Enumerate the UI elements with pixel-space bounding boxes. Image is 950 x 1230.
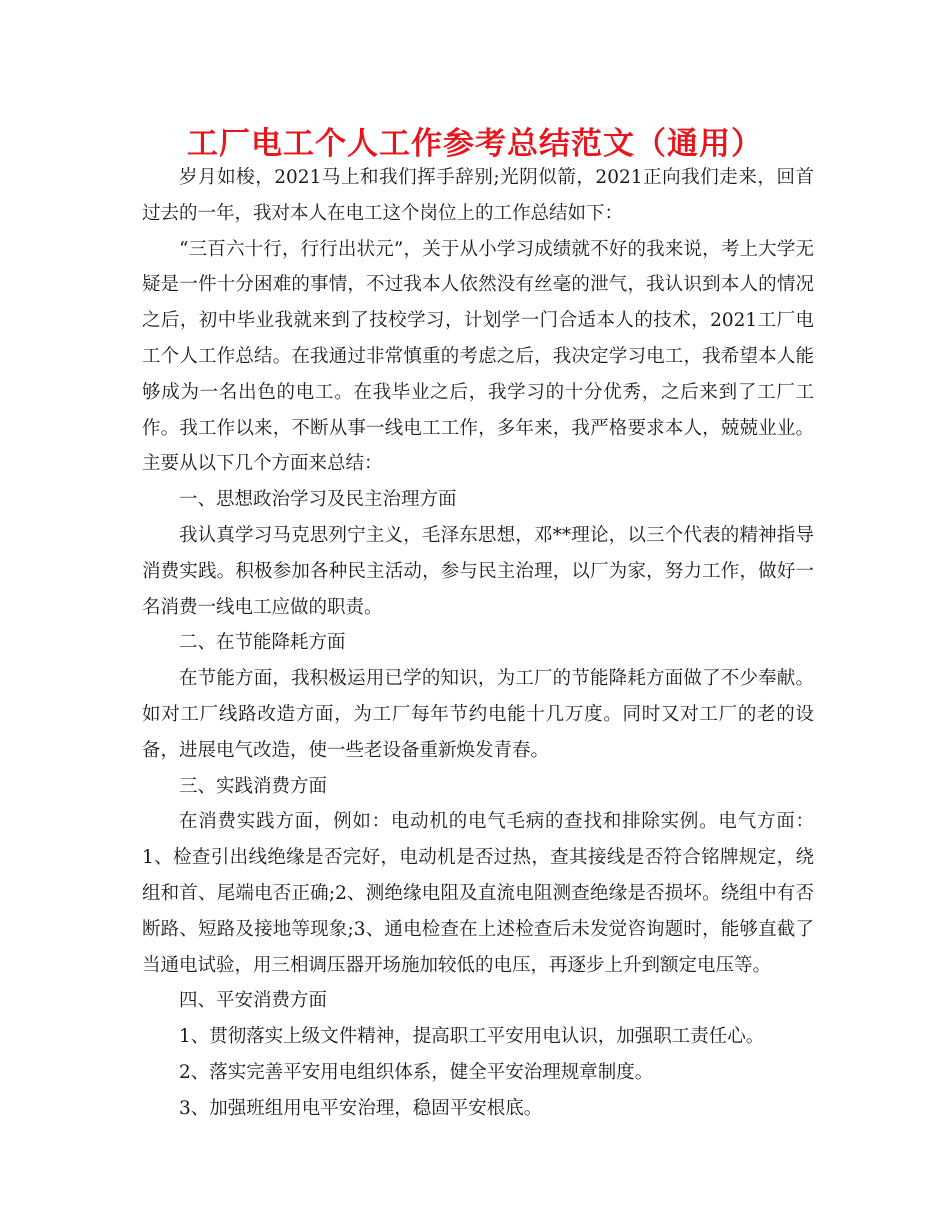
document-title: 工厂电工个人工作参考总结范文（通用） [187, 126, 763, 162]
document-body [142, 160, 814, 1127]
section-heading-political-study: 一、思想政治学习及民主治理方面 [179, 489, 457, 511]
paragraph-background: “三百六十行，行行出状元”，关于从小学习成绩就不好的我来说，考上大学无疑是一件十分困难的事情，不过我本人依然没有丝毫的泄气，我认识到本人的情况之后，初中毕业我就来到了技校学习，计划学一门合适本人的技术，2021工厂电工个人工作总结。在我通过非常慎重的考虑之后，我决定学习电工，我希望本人能够成为一名出色的电工。在我毕业之后，我学习的十分优秀，之后来到了工厂工作。我工作以来，不断从事一线电工工作，多年来，我严格要求本人，兢兢业业。主要从以下几个方面来总结： [142, 238, 814, 475]
section-heading-production-practice: 三、实践消费方面 [179, 775, 328, 797]
paragraph-political-study: 我认真学习马克思列宁主义，毛泽东思想，邓**理论，以三个代表的精神指导消费实践。积极参加各种民主活动，参与民主治理，以厂为家，努力工作，做好一名消费一线电工应做的职责。 [142, 524, 814, 618]
paragraph-intro: 岁月如梭，2021马上和我们挥手辞别;光阴似箭，2021正向我们走来，回首过去的一年，我对本人在电工这个岗位上的工作总结如下： [142, 167, 814, 224]
safety-item-1: 1、贯彻落实上级文件精神，提高职工平安用电认识，加强职工责任心。 [179, 1026, 765, 1048]
safety-item-2: 2、落实完善平安用电组织体系，健全平安治理规章制度。 [179, 1061, 654, 1083]
paragraph-energy-saving: 在节能方面，我积极运用已学的知识，为工厂的节能降耗方面做了不少奉献。如对工厂线路改造方面，为工厂每年节约电能十几万度。同时又对工厂的老的设备，进展电气改造，使一些老设备重新焕发青春。 [142, 668, 814, 761]
paragraph-production-practice: 在消费实践方面，例如：电动机的电气毛病的查找和排除实例。电气方面：1、检查引出线绝缘是否完好，电动机是否过热，查其接线是否符合铭牌规定，绕组和首、尾端电否正确;2、测绝缘电阻及直流电阻测查绝缘是否损坏。绕组中有否断路、短路及接地等现象;3、通电检查在上述检查后未发觉咨询题时，能够直截了当通电试验，用三相调压器开场施加较低的电压，再逐步上升到额定电压等。 [142, 811, 814, 976]
section-heading-energy-saving: 二、在节能降耗方面 [179, 632, 346, 654]
safety-item-3: 3、加强班组用电平安治理，稳固平安根底。 [179, 1097, 543, 1119]
section-heading-safety: 四、平安消费方面 [179, 990, 328, 1012]
